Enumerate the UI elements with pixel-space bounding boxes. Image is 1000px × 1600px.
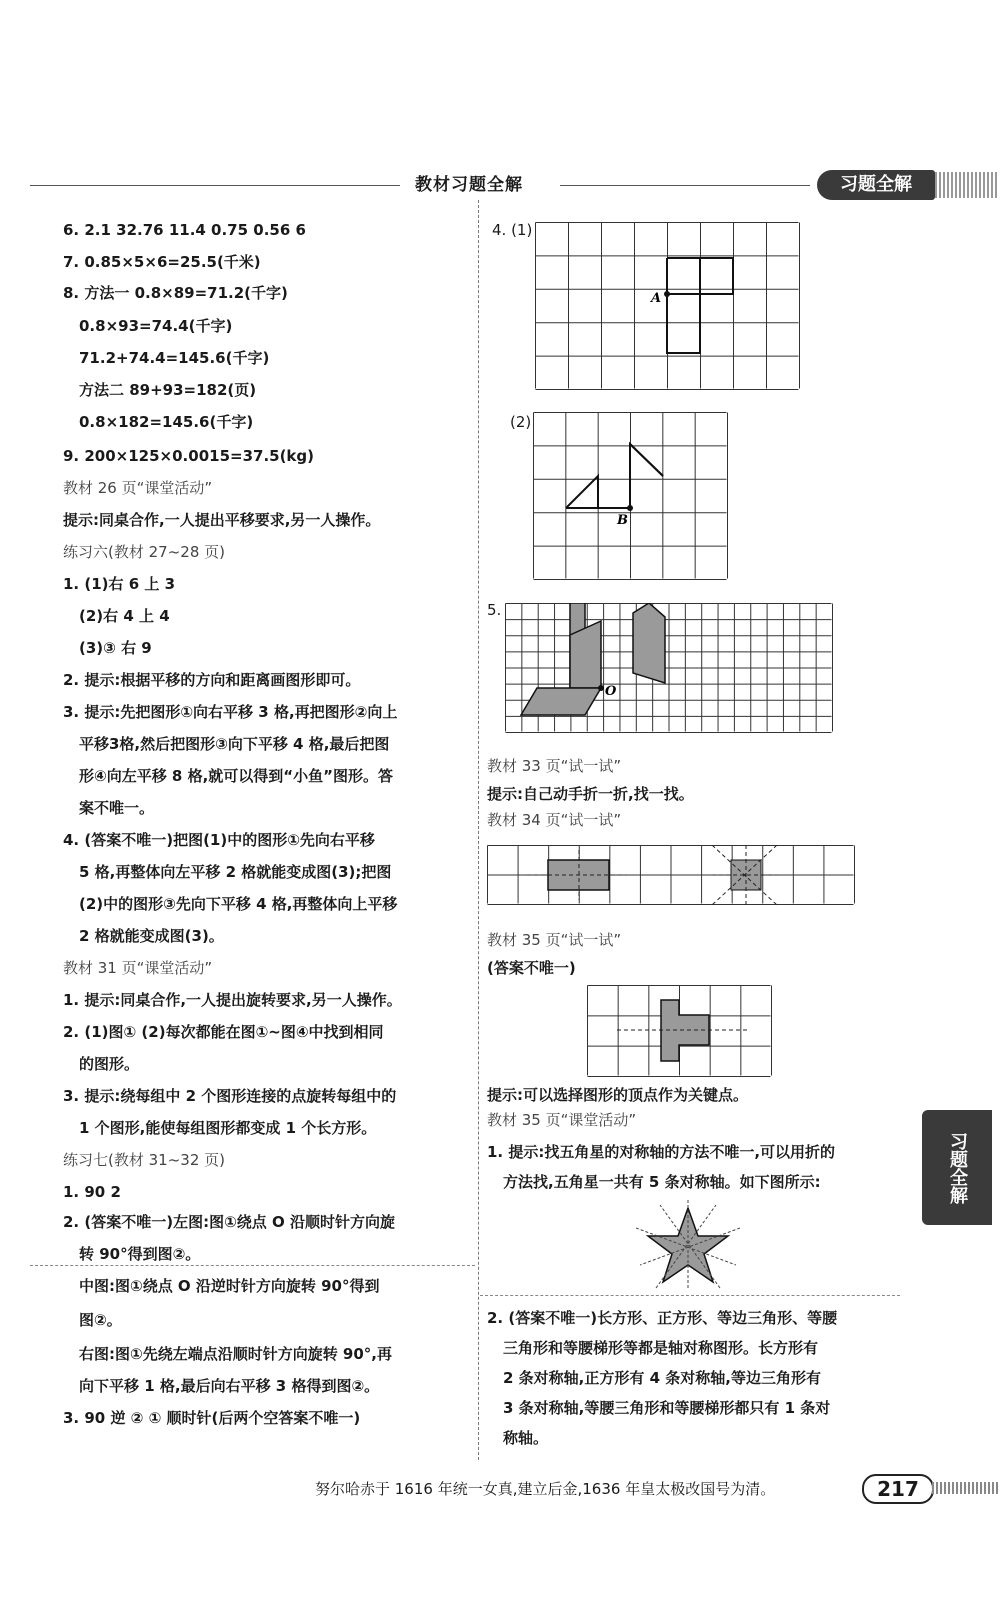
q5-shape-parallelogram (633, 603, 665, 683)
point-b-marker (627, 505, 633, 511)
textbook-35b-q1-a: 1. 提示:找五角星的对称轴的方法不唯一,可以用折的 (487, 1143, 836, 1161)
left-line-24: 1. 提示:同桌合作,一人提出旋转要求,另一人操作。 (63, 991, 402, 1009)
textbook-33-hint: 提示:自己动手折一折,找一找。 (487, 785, 694, 803)
page-number: 217 (862, 1474, 934, 1504)
textbook-35b-q2-a: 2. (答案不唯一)长方形、正方形、等边三角形、等腰 (487, 1309, 838, 1327)
left-line-6: 0.8×182=145.6(千字) (79, 413, 254, 431)
left-line-29: 练习七(教材 31~32 页) (63, 1151, 225, 1169)
textbook-35b-heading: 教材 35 页“课堂活动” (487, 1111, 637, 1129)
q4-triangle-right (598, 444, 663, 508)
textbook-35b-q2-c: 2 条对称轴,正方形有 4 条对称轴,等边三角形有 (503, 1369, 821, 1387)
left-line-37: 3. 90 逆 ② ① 顺时针(后两个空答案不唯一) (63, 1409, 361, 1427)
textbook-35-hint: 提示:可以选择图形的顶点作为关键点。 (487, 1086, 749, 1104)
left-line-15: 3. 提示:先把图形①向右平移 3 格,再把图形②向上 (63, 703, 398, 721)
q4-triangle-left (566, 476, 598, 508)
left-line-16: 平移3格,然后把图形③向下平移 4 格,最后把图 (79, 735, 390, 753)
left-line-20: 5 格,再整体向左平移 2 格就能变成图(3);把图 (79, 863, 392, 881)
q4-label-1: 4. (1) (492, 221, 533, 239)
left-line-26: 的图形。 (79, 1055, 140, 1073)
textbook-34-grid (487, 845, 855, 905)
header-badge: 习题全解 (817, 170, 935, 200)
textbook-35-grid (587, 985, 772, 1077)
left-line-21: (2)中的图形③先向下平移 4 格,再整体向上平移 (79, 895, 398, 913)
point-a-label: A (651, 291, 662, 306)
left-line-33: 中图:图①绕点 O 沿逆时针方向旋转 90°得到 (79, 1277, 380, 1295)
page-header-title: 教材习题全解 (415, 175, 523, 195)
textbook-35b-q2-b: 三角形和等腰梯形等都是轴对称图形。长方形有 (503, 1339, 819, 1357)
column-divider (478, 200, 479, 1460)
left-line-3: 0.8×93=74.4(千字) (79, 317, 233, 335)
textbook-35b-q2-e: 称轴。 (503, 1429, 549, 1447)
q4-label-2: (2) (510, 413, 532, 431)
left-line-31: 2. (答案不唯一)左图:图①绕点 O 沿顺时针方向旋 (63, 1213, 395, 1231)
left-line-28: 1 个图形,能使每组图形都变成 1 个长方形。 (79, 1119, 377, 1137)
left-line-14: 2. 提示:根据平移的方向和距离画图形即可。 (63, 671, 361, 689)
textbook-35-heading: 教材 35 页“试一试” (487, 931, 622, 949)
left-line-1: 7. 0.85×5×6=25.5(千米) (63, 253, 261, 271)
left-line-4: 71.2+74.4=145.6(千字) (79, 349, 270, 367)
q4-shape-1-bottom (667, 258, 700, 353)
header-rule-left (30, 185, 400, 186)
left-line-34: 图②。 (79, 1311, 122, 1329)
left-line-7: 9. 200×125×0.0015=37.5(kg) (63, 447, 315, 465)
left-line-30: 1. 90 2 (63, 1183, 121, 1201)
left-line-12: (2)右 4 上 4 (79, 607, 170, 625)
left-line-9: 提示:同桌合作,一人提出平移要求,另一人操作。 (63, 511, 381, 529)
page-number-stripes (932, 1482, 1000, 1494)
left-line-18: 案不唯一。 (79, 799, 155, 817)
left-line-5: 方法二 89+93=182(页) (79, 381, 257, 399)
textbook-34-heading: 教材 34 页“试一试” (487, 811, 622, 829)
left-line-25: 2. (1)图① (2)每次都能在图①~图④中找到相同 (63, 1023, 384, 1041)
left-line-27: 3. 提示:绕每组中 2 个图形连接的点旋转每组中的 (63, 1087, 397, 1105)
footer-fact: 努尔哈赤于 1616 年统一女真,建立后金,1636 年皇太极改国号为清。 (315, 1480, 776, 1498)
q5-grid (505, 603, 833, 733)
textbook-35-note: (答案不唯一) (487, 959, 576, 977)
left-line-0: 6. 2.1 32.76 11.4 0.75 0.56 6 (63, 221, 306, 239)
left-line-36: 向下平移 1 格,最后向右平移 3 格得到图②。 (79, 1377, 380, 1395)
left-line-17: 形④向左平移 8 格,就可以得到“小鱼”图形。答 (79, 767, 393, 785)
left-line-32: 转 90°得到图②。 (79, 1245, 201, 1263)
textbook-35b-q2-d: 3 条对称轴,等腰三角形和等腰梯形都只有 1 条对 (503, 1399, 831, 1417)
left-line-22: 2 格就能变成图(3)。 (79, 927, 224, 945)
q4-grid-1 (535, 222, 800, 390)
left-line-35: 右图:图①先绕左端点沿顺时针方向旋转 90°,再 (79, 1345, 392, 1363)
textbook-33-heading: 教材 33 页“试一试” (487, 757, 622, 775)
left-line-19: 4. (答案不唯一)把图(1)中的图形①先向右平移 (63, 831, 375, 849)
header-rule-right (560, 185, 810, 186)
star-with-axes (636, 1200, 740, 1290)
left-line-8: 教材 26 页“课堂活动” (63, 479, 213, 497)
left-line-2: 8. 方法一 0.8×89=71.2(千字) (63, 284, 288, 302)
header-badge-stripes (935, 172, 997, 198)
q5-shape-horizontal (521, 688, 601, 715)
left-line-10: 练习六(教材 27~28 页) (63, 543, 225, 561)
point-o-marker (598, 685, 604, 691)
q4-shape-1-top (667, 258, 733, 294)
point-a-marker (664, 291, 670, 297)
left-line-23: 教材 31 页“课堂活动” (63, 959, 213, 977)
left-line-11: 1. (1)右 6 上 3 (63, 575, 176, 593)
point-o-label: O (605, 684, 617, 699)
side-tab: 习题全解 (922, 1110, 992, 1225)
q4-grid-2 (533, 412, 728, 580)
left-line-13: (3)③ 右 9 (79, 639, 152, 657)
q5-label: 5. (487, 601, 502, 619)
point-b-label: B (617, 513, 628, 528)
textbook-35b-q1-b: 方法找,五角星一共有 5 条对称轴。如下图所示: (503, 1173, 821, 1191)
